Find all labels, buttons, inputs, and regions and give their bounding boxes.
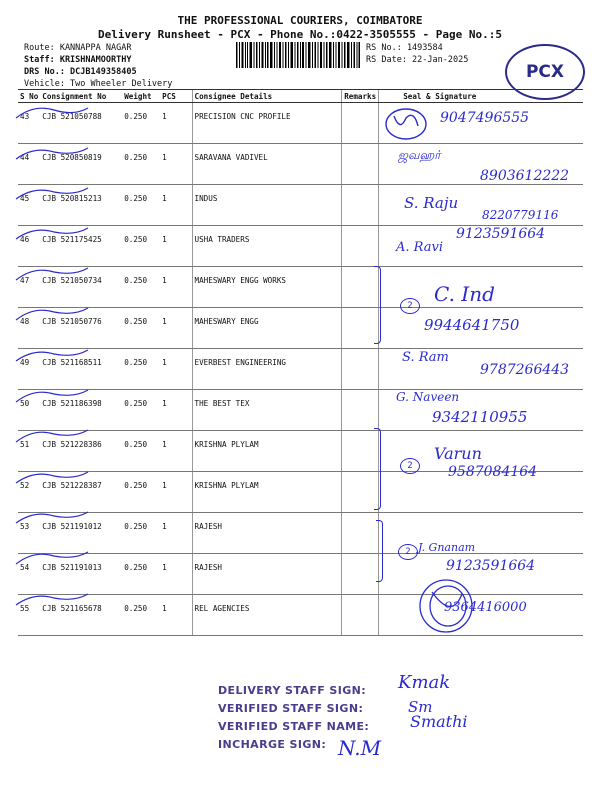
cell-pcs [160,595,192,636]
cell-text: CJB 521168511 [42,358,102,367]
cell-text: 1 [162,112,167,121]
phone-48: 9944641750 [424,316,520,334]
cell-text: 0.250 [124,399,148,408]
cell-text: 47 [20,276,30,285]
bracket-53-54 [376,520,383,582]
cell-pcs [160,185,192,226]
verified-staff-sign-label: VERIFIED STAFF SIGN: [218,702,364,715]
verified-staff-name-handwritten: Smathi [410,712,468,731]
cell-text: 0.250 [124,153,148,162]
cell-remarks [342,103,379,144]
cell-weight [122,390,160,431]
vehicle-text: Vehicle: Two Wheeler Delivery [24,79,173,89]
cell-text: MAHESWARY ENGG [194,317,259,326]
name-50: G. Naveen [396,390,460,404]
cell-consignee [192,431,342,472]
cell-text: CJB 521228387 [42,481,102,490]
cell-consignee [192,226,342,267]
cell-text: 50 [20,399,30,408]
cell-text: CJB 521050734 [42,276,102,285]
count-circle-54: 2 [398,544,418,560]
column-header: Consignee Details [192,90,342,103]
cell-text: 48 [20,317,30,326]
meta-right [366,42,468,66]
cell-pcs [160,226,192,267]
delivery-staff-signature: Kmak [398,672,451,693]
cell-text: 0.250 [124,317,148,326]
cell-text: CJB 520815213 [42,194,102,203]
cell-pcs [160,308,192,349]
column-header: Seal & Signature [379,90,583,103]
table-row [18,513,583,554]
cell-consignee [192,349,342,390]
name-46: A. Ravi [396,240,443,255]
phone-55: 9364416000 [444,600,527,615]
phone-44: 8903612222 [480,168,570,184]
cell-text: 1 [162,563,167,572]
cell-text: KRISHNA PLYLAM [194,481,259,490]
cell-text: INDUS [194,194,218,203]
cell-text: KRISHNA PLYLAM [194,440,259,449]
cell-text: PRECISION CNC PROFILE [194,112,291,121]
cell-text: 0.250 [124,604,148,613]
cell-remarks [342,390,379,431]
phone-50: 9342110955 [432,408,528,426]
cell-text: CJB 520850819 [42,153,102,162]
cell-pcs [160,144,192,185]
cell-text: RAJESH [194,522,222,531]
cell-text: 49 [20,358,30,367]
cell-text: 0.250 [124,440,148,449]
cell-pcs [160,554,192,595]
delivery-staff-sign-label: DELIVERY STAFF SIGN: [218,684,367,697]
barcode-image [236,42,360,68]
cell-consignee [192,185,342,226]
cell-pcs [160,267,192,308]
cell-text: 52 [20,481,30,490]
cell-text: 44 [20,153,30,162]
cell-text: EVERBEST ENGINEERING [194,358,286,367]
cell-text: CJB 521175425 [42,235,102,244]
cell-weight [122,431,160,472]
cell-text: 0.250 [124,563,148,572]
cell-weight [122,554,160,595]
cell-text: 1 [162,604,167,613]
verified-staff-signature: Sm [408,698,433,716]
cell-weight [122,144,160,185]
cell-pcs [160,431,192,472]
cell-text: CJB 521165678 [42,604,102,613]
cell-text: 0.250 [124,235,148,244]
cell-pcs [160,103,192,144]
route-text: Route: KANNAPPA NAGAR [24,43,132,53]
column-header: Remarks [342,90,379,103]
cell-pcs [160,513,192,554]
cell-consignee [192,144,342,185]
phone-54: 9123591664 [446,558,536,574]
cell-consignee [192,472,342,513]
cell-text: 53 [20,522,30,531]
cell-text: 0.250 [124,194,148,203]
table-row [18,267,583,308]
cell-weight [122,513,160,554]
cell-consignee [192,308,342,349]
cell-remarks [342,595,379,636]
cell-text: 1 [162,358,167,367]
column-header: PCS [160,90,192,103]
cell-text: 54 [20,563,30,572]
cell-weight [122,349,160,390]
cell-text: 0.250 [124,112,148,121]
cell-remarks [342,226,379,267]
cell-weight [122,595,160,636]
cell-text: 1 [162,276,167,285]
cell-consignee [192,390,342,431]
cell-consignee [192,103,342,144]
column-header: S No [20,91,39,101]
cell-weight [122,267,160,308]
name-47: C. Ind [434,282,495,306]
cell-text: 1 [162,235,167,244]
cell-text: 0.250 [124,522,148,531]
incharge-sign-label: INCHARGE SIGN: [218,738,327,751]
cell-text: 55 [20,604,30,613]
staff-text: Staff: KRISHNAMOORTHY [24,55,132,65]
cell-weight [122,226,160,267]
cell-text: 51 [20,440,30,449]
cell-consignee [192,554,342,595]
cell-consignee [192,595,342,636]
name-49: S. Ram [402,350,449,365]
cell-pcs [160,472,192,513]
signature-scribble-43 [384,106,434,142]
cell-text: 0.250 [124,481,148,490]
drs-text: DRS No.: DCJB149358405 [24,67,137,77]
cell-weight [122,103,160,144]
cell-text: SARAVANA VADIVEL [194,153,268,162]
column-header: Weight [122,90,160,103]
cell-consignee [192,267,342,308]
cell-weight [122,185,160,226]
cell-text: USHA TRADERS [194,235,250,244]
cell-text: 1 [162,153,167,162]
cell-text: 1 [162,399,167,408]
cell-text: CJB 521191012 [42,522,102,531]
cell-text: CJB 521050788 [42,112,102,121]
tick-marks [14,100,94,620]
phone-51: 9587084164 [448,464,538,480]
cell-text: REL AGENCIES [194,604,250,613]
cell-text: 1 [162,317,167,326]
cell-pcs [160,390,192,431]
runsheet-title: Delivery Runsheet - PCX - Phone No.:0422-3505555 - Page No.:5 [98,28,502,41]
count-circle-51: 2 [400,458,420,474]
bracket-51-52 [374,428,381,510]
cell-text: 1 [162,522,167,531]
cell-weight [122,472,160,513]
cell-text: 46 [20,235,30,244]
cell-weight [122,308,160,349]
cell-text: 1 [162,440,167,449]
phone-43: 9047496555 [440,110,530,126]
cell-text: 0.250 [124,358,148,367]
cell-text: MAHESWARY ENGG WORKS [194,276,286,285]
cell-remarks [342,185,379,226]
cell-text: CJB 521228386 [42,440,102,449]
name-54: J. Gnanam [418,541,476,554]
cell-remarks [342,513,379,554]
count-circle-47: 2 [400,298,420,314]
cell-text: 0.250 [124,276,148,285]
name-45: S. Raju [404,194,459,212]
rs-no-text: RS No.: 1493584 [366,43,443,53]
cell-remarks [342,554,379,595]
phone-49: 9787266443 [480,362,570,378]
bracket-47-48 [374,266,381,344]
name-44: ஜவஹர் [398,148,441,162]
cell-text: CJB 521191013 [42,563,102,572]
cell-remarks [342,144,379,185]
cell-text: CJB 521186398 [42,399,102,408]
cell-text: 45 [20,194,30,203]
cell-pcs [160,349,192,390]
verified-staff-name-label: VERIFIED STAFF NAME: [218,720,370,733]
phone-46: 9123591664 [456,226,546,242]
cell-text: 43 [20,112,30,121]
phone-45: 8220779116 [482,208,559,222]
cell-text: THE BEST TEX [194,399,250,408]
pcx-stamp: PCX [505,44,585,100]
incharge-signature: N.M [338,736,382,760]
cell-consignee [192,513,342,554]
table-header-row [18,90,583,103]
company-title: THE PROFESSIONAL COURIERS, COIMBATORE [177,14,423,27]
cell-text: 1 [162,481,167,490]
cell-text: 1 [162,194,167,203]
cell-text: RAJESH [194,563,222,572]
meta-left [24,42,172,90]
column-header: Consignment No [40,90,122,103]
cell-text: CJB 521050776 [42,317,102,326]
name-51: Varun [434,444,482,463]
cell-remarks [342,349,379,390]
rs-date-text: RS Date: 22-Jan-2025 [366,55,469,65]
